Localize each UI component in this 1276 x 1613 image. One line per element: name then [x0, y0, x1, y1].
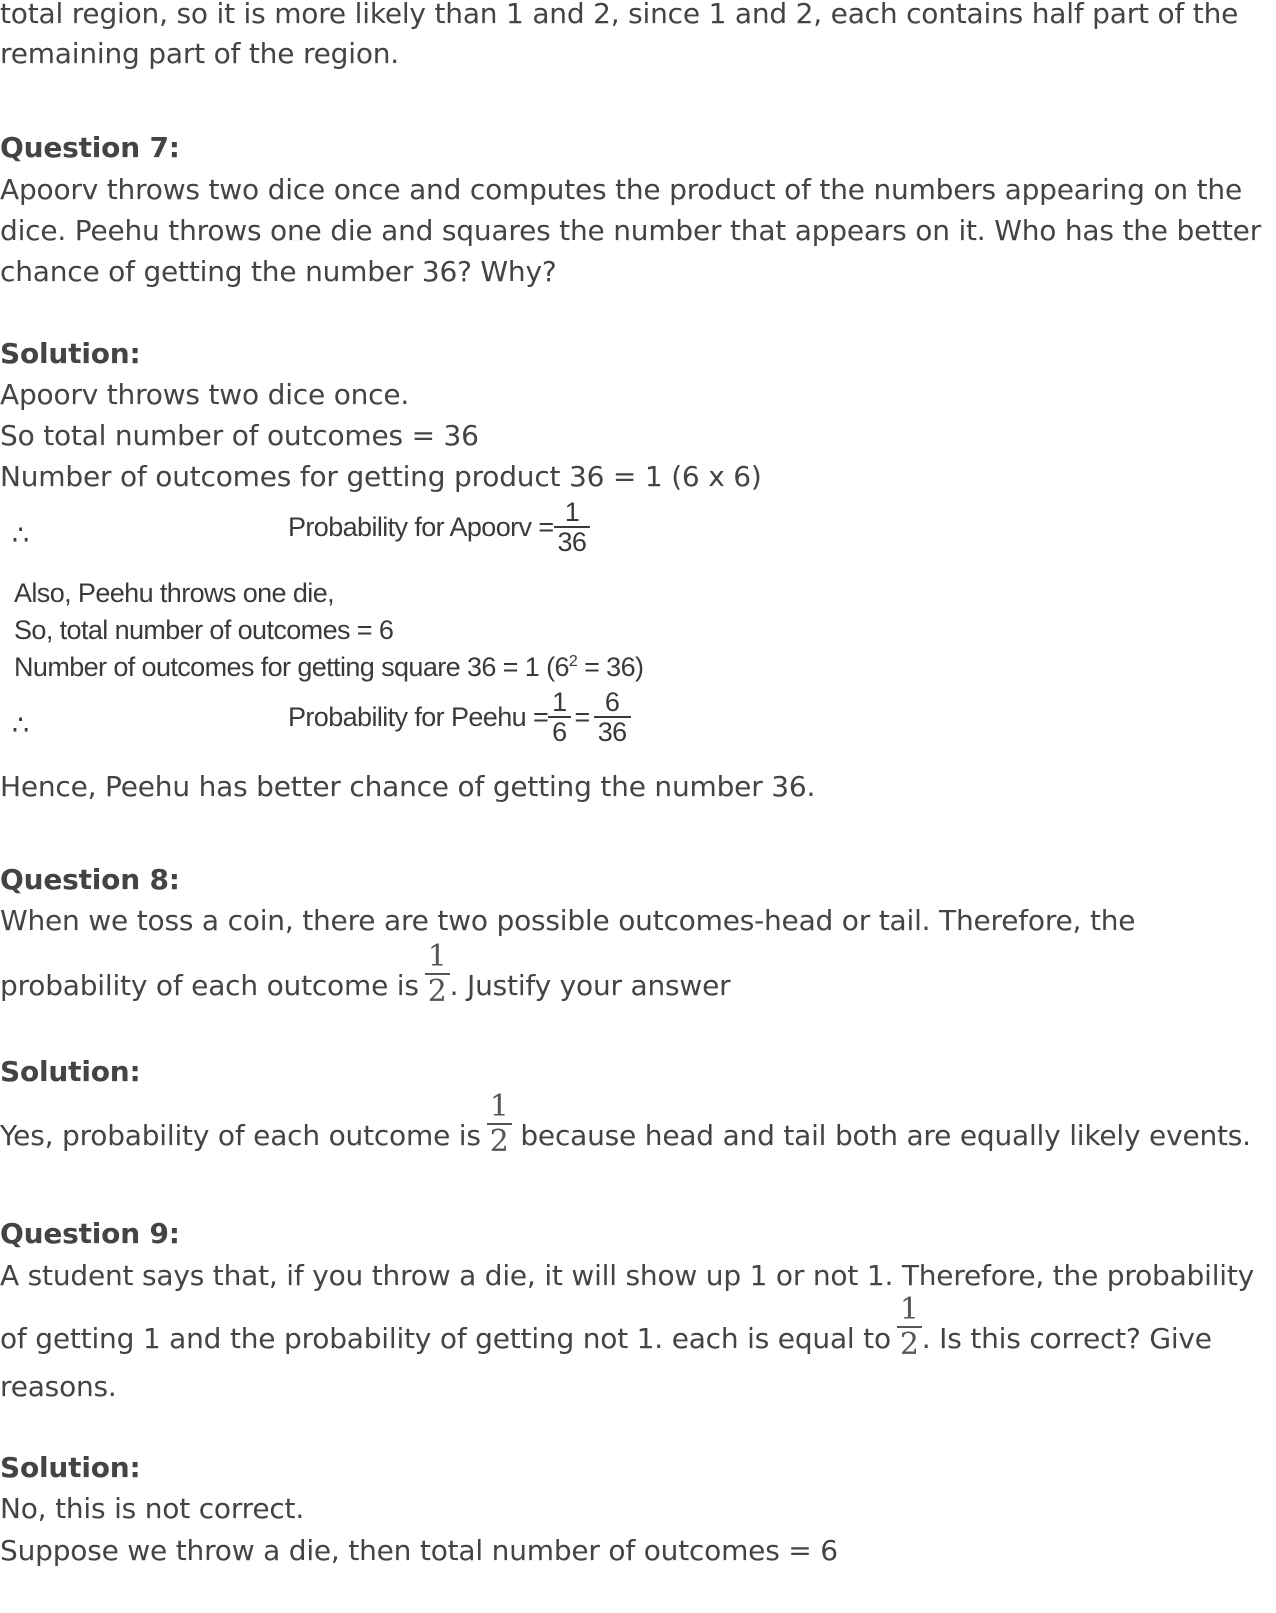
question-9-solution-line-1: No, this is not correct. [0, 1492, 305, 1525]
question-8-text-line-2 [0, 940, 730, 1008]
fraction-denominator: 36 [554, 526, 591, 556]
fraction-denominator: 2 [897, 1326, 922, 1361]
probability-peehu [288, 688, 631, 747]
fraction-denominator: 2 [425, 973, 450, 1008]
fraction-numerator: 1 [427, 939, 447, 974]
equals-sign: = [574, 701, 590, 732]
probability-peehu-label: Probability for Peehu = [288, 701, 549, 732]
question-7-solution-heading: Solution: [0, 337, 141, 370]
square-line-result: = 36) [584, 652, 644, 682]
peehu-throws-line: Also, Peehu throws one die, [14, 578, 335, 608]
fraction-numerator: 1 [899, 1292, 919, 1327]
question-9-solution-heading: Solution: [0, 1451, 141, 1484]
question-7-text-line-2: dice. Peehu throws one die and squares the number that appears on it. Who has the better [0, 214, 1262, 247]
question-7-solution-line-3: Number of outcomes for getting product 36 = 1 (6 x 6) [0, 460, 762, 493]
probability-apoorv-label: Probability for Apoorv = [288, 511, 554, 542]
square-exponent: 2 [568, 653, 578, 670]
peehu-square-outcomes-line [14, 652, 643, 683]
question-8-solution-pre: Yes, probability of each outcome is [0, 1119, 481, 1152]
square-line-text: Number of outcomes for getting square 36 = 1 (6 [14, 652, 569, 682]
fraction-numerator: 6 [604, 687, 620, 717]
question-8-heading: Question 8: [0, 863, 180, 896]
one-half-fraction [487, 1090, 512, 1158]
question-7-text-line-1: Apoorv throws two dice once and computes the product of the numbers appearing on the [0, 173, 1242, 206]
probability-peehu-fraction-2 [594, 688, 631, 747]
question-9-text-pre: of getting 1 and the probability of getting not 1. each is equal to [0, 1322, 891, 1355]
question-7-solution-line-2: So total number of outcomes = 36 [0, 419, 479, 452]
question-8-text-post: . Justify your answer [449, 969, 731, 1002]
question-9-text-line-3: reasons. [0, 1370, 117, 1403]
probability-peehu-fraction-1 [548, 688, 570, 747]
question-8-text-line-1: When we toss a coin, there are two possible outcomes-head or tail. Therefore, the [0, 904, 1136, 937]
fraction-numerator: 1 [489, 1089, 509, 1124]
question-9-heading: Question 9: [0, 1217, 180, 1250]
therefore-symbol: ∴ [12, 520, 29, 550]
fraction-numerator: 1 [552, 687, 567, 717]
question-9-text-line-1: A student says that, if you throw a die, it will show up 1 or not 1. Therefore, the probability [0, 1259, 1255, 1292]
question-8-text-pre: probability of each outcome is [0, 969, 419, 1002]
question-7-conclusion: Hence, Peehu has better chance of getting the number 36. [0, 770, 816, 803]
question-8-solution-post: because head and tail both are equally likely events. [511, 1119, 1251, 1152]
question-7-text-line-3: chance of getting the number 36? Why? [0, 255, 557, 288]
question-7-solution-line-1: Apoorv throws two dice once. [0, 378, 410, 411]
question-9-text-post: . Is this correct? Give [921, 1322, 1212, 1355]
intro-line-1: total region, so it is more likely than 1 and 2, since 1 and 2, each contains half part of the [0, 0, 1239, 30]
fraction-denominator: 2 [487, 1123, 512, 1158]
question-9-text-line-2 [0, 1293, 1212, 1361]
question-9-solution-line-2: Suppose we throw a die, then total number of outcomes = 6 [0, 1534, 838, 1567]
question-7-heading: Question 7: [0, 131, 180, 164]
probability-apoorv [288, 498, 590, 557]
fraction-denominator: 6 [548, 716, 570, 746]
question-8-solution-heading: Solution: [0, 1055, 141, 1088]
question-8-solution-line [0, 1090, 1251, 1158]
one-half-fraction [425, 940, 450, 1008]
peehu-total-outcomes-line: So, total number of outcomes = 6 [14, 615, 394, 645]
probability-apoorv-fraction [554, 498, 591, 557]
fraction-numerator: 1 [564, 497, 580, 527]
intro-line-2: remaining part of the region. [0, 37, 399, 70]
fraction-denominator: 36 [594, 716, 631, 746]
one-half-fraction [897, 1293, 922, 1361]
therefore-symbol-2: ∴ [12, 710, 29, 740]
